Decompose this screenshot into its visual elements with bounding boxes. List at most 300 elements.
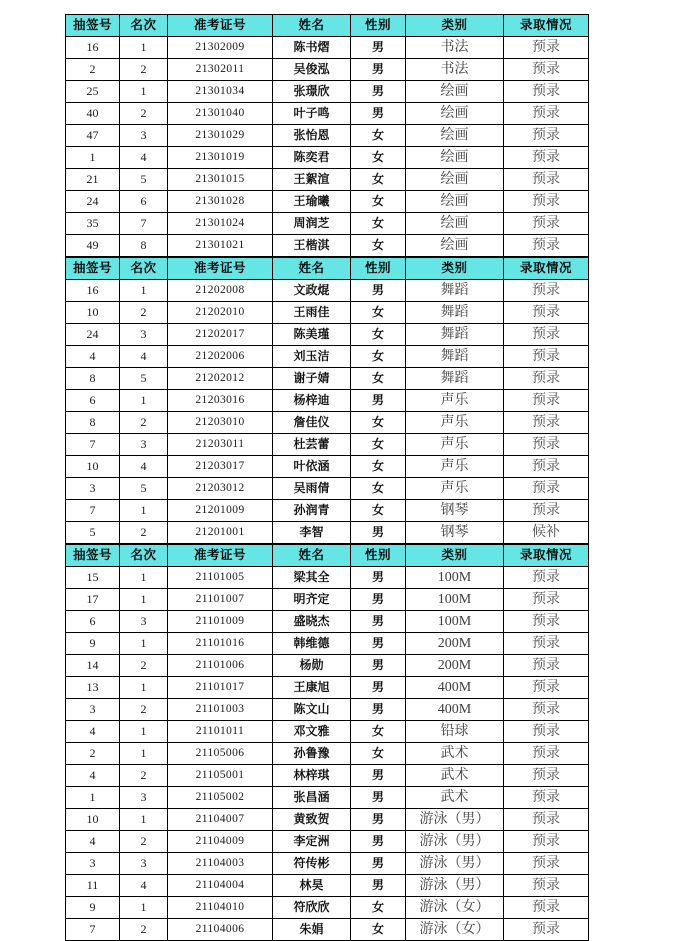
table-row: [66, 919, 589, 941]
table-row: [66, 434, 589, 456]
cell-rank: 5: [120, 368, 168, 390]
cell-result: 预录: [504, 324, 589, 346]
cell-rank: 1: [120, 721, 168, 743]
column-header-name: 姓名: [273, 15, 351, 37]
cell-rank: 3: [120, 853, 168, 875]
cell-rank: 7: [120, 213, 168, 235]
table-row: [66, 37, 589, 59]
cell-exam_no: 21203017: [168, 456, 273, 478]
cell-result: 预录: [504, 434, 589, 456]
table-row: [66, 699, 589, 721]
cell-gender: 女: [351, 919, 406, 941]
cell-draw: 16: [66, 280, 120, 302]
cell-rank: 5: [120, 169, 168, 191]
cell-name: 杨梓迪: [273, 390, 351, 412]
cell-category: 铅球: [406, 721, 504, 743]
cell-result: 预录: [504, 875, 589, 897]
cell-gender: 男: [351, 875, 406, 897]
column-header-draw: 抽签号: [66, 258, 120, 280]
cell-category: 绘画: [406, 235, 504, 257]
cell-name: 叶子鸣: [273, 103, 351, 125]
cell-name: 梁其全: [273, 567, 351, 589]
cell-rank: 3: [120, 324, 168, 346]
cell-exam_no: 21101009: [168, 611, 273, 633]
cell-gender: 女: [351, 191, 406, 213]
column-header-draw: 抽签号: [66, 15, 120, 37]
cell-name: 黄致贺: [273, 809, 351, 831]
cell-rank: 2: [120, 522, 168, 544]
cell-exam_no: 21202017: [168, 324, 273, 346]
cell-draw: 14: [66, 655, 120, 677]
cell-exam_no: 21203010: [168, 412, 273, 434]
cell-draw: 17: [66, 589, 120, 611]
cell-result: 预录: [504, 213, 589, 235]
cell-exam_no: 21104010: [168, 897, 273, 919]
cell-draw: 4: [66, 346, 120, 368]
cell-gender: 女: [351, 324, 406, 346]
cell-draw: 8: [66, 412, 120, 434]
table-header-row: [66, 258, 589, 280]
cell-exam_no: 21203011: [168, 434, 273, 456]
table-row: [66, 368, 589, 390]
cell-rank: 1: [120, 897, 168, 919]
cell-exam_no: 21104003: [168, 853, 273, 875]
table-row: [66, 125, 589, 147]
cell-name: 杜芸蕾: [273, 434, 351, 456]
cell-exam_no: 21202010: [168, 302, 273, 324]
cell-category: 游泳（女）: [406, 919, 504, 941]
cell-exam_no: 21101011: [168, 721, 273, 743]
table-row: [66, 765, 589, 787]
table-row: [66, 390, 589, 412]
table-header-row: [66, 15, 589, 37]
cell-exam_no: 21203012: [168, 478, 273, 500]
cell-name: 张昌涵: [273, 787, 351, 809]
cell-result: 预录: [504, 743, 589, 765]
cell-rank: 1: [120, 567, 168, 589]
cell-result: 预录: [504, 655, 589, 677]
cell-category: 武术: [406, 743, 504, 765]
table-row: [66, 213, 589, 235]
cell-draw: 49: [66, 235, 120, 257]
table-row: [66, 853, 589, 875]
cell-rank: 1: [120, 37, 168, 59]
table-row: [66, 611, 589, 633]
cell-rank: 2: [120, 412, 168, 434]
cell-rank: 1: [120, 633, 168, 655]
table-row: [66, 522, 589, 544]
cell-name: 陈书熠: [273, 37, 351, 59]
cell-gender: 女: [351, 213, 406, 235]
table-header-row: [66, 545, 589, 567]
cell-exam_no: 21101005: [168, 567, 273, 589]
table-row: [66, 302, 589, 324]
cell-category: 绘画: [406, 147, 504, 169]
cell-category: 武术: [406, 765, 504, 787]
cell-rank: 1: [120, 280, 168, 302]
column-header-rank: 名次: [120, 258, 168, 280]
cell-draw: 2: [66, 743, 120, 765]
cell-result: 预录: [504, 611, 589, 633]
cell-category: 200M: [406, 633, 504, 655]
table-row: [66, 787, 589, 809]
column-header-result: 录取情况: [504, 258, 589, 280]
cell-exam_no: 21202008: [168, 280, 273, 302]
cell-category: 游泳（男）: [406, 809, 504, 831]
cell-exam_no: 21101016: [168, 633, 273, 655]
table-row: [66, 897, 589, 919]
cell-result: 预录: [504, 346, 589, 368]
cell-result: 预录: [504, 456, 589, 478]
cell-gender: 男: [351, 765, 406, 787]
cell-exam_no: 21203016: [168, 390, 273, 412]
cell-category: 游泳（女）: [406, 897, 504, 919]
column-header-rank: 名次: [120, 15, 168, 37]
cell-gender: 女: [351, 478, 406, 500]
cell-gender: 男: [351, 567, 406, 589]
cell-name: 王絮渲: [273, 169, 351, 191]
cell-gender: 女: [351, 125, 406, 147]
cell-result: 预录: [504, 368, 589, 390]
cell-name: 孙鲁豫: [273, 743, 351, 765]
cell-gender: 男: [351, 589, 406, 611]
table-art: [65, 14, 589, 257]
cell-rank: 2: [120, 59, 168, 81]
cell-draw: 11: [66, 875, 120, 897]
cell-name: 王楷淇: [273, 235, 351, 257]
cell-result: 预录: [504, 721, 589, 743]
cell-rank: 4: [120, 346, 168, 368]
cell-rank: 2: [120, 302, 168, 324]
cell-rank: 2: [120, 655, 168, 677]
cell-draw: 3: [66, 699, 120, 721]
table-row: [66, 147, 589, 169]
cell-gender: 女: [351, 235, 406, 257]
cell-gender: 女: [351, 412, 406, 434]
cell-exam_no: 21301028: [168, 191, 273, 213]
cell-draw: 8: [66, 368, 120, 390]
cell-rank: 2: [120, 765, 168, 787]
cell-draw: 4: [66, 721, 120, 743]
cell-category: 钢琴: [406, 500, 504, 522]
cell-draw: 3: [66, 853, 120, 875]
cell-exam_no: 21105006: [168, 743, 273, 765]
cell-gender: 女: [351, 897, 406, 919]
cell-draw: 6: [66, 611, 120, 633]
cell-gender: 女: [351, 147, 406, 169]
cell-category: 游泳（男）: [406, 831, 504, 853]
column-header-exam_no: 准考证号: [168, 258, 273, 280]
cell-result: 预录: [504, 831, 589, 853]
cell-name: 叶依涵: [273, 456, 351, 478]
cell-name: 吴雨倩: [273, 478, 351, 500]
cell-result: 预录: [504, 390, 589, 412]
cell-exam_no: 21105001: [168, 765, 273, 787]
column-header-exam_no: 准考证号: [168, 15, 273, 37]
cell-name: 林梓琪: [273, 765, 351, 787]
cell-category: 声乐: [406, 412, 504, 434]
cell-gender: 女: [351, 721, 406, 743]
table-row: [66, 589, 589, 611]
column-header-exam_no: 准考证号: [168, 545, 273, 567]
cell-exam_no: 21104004: [168, 875, 273, 897]
cell-category: 舞蹈: [406, 280, 504, 302]
column-header-name: 姓名: [273, 258, 351, 280]
cell-rank: 3: [120, 434, 168, 456]
cell-draw: 1: [66, 787, 120, 809]
cell-rank: 1: [120, 589, 168, 611]
table-row: [66, 809, 589, 831]
cell-draw: 1: [66, 147, 120, 169]
table-row: [66, 478, 589, 500]
cell-gender: 男: [351, 809, 406, 831]
column-header-draw: 抽签号: [66, 545, 120, 567]
cell-result: 预录: [504, 699, 589, 721]
column-header-rank: 名次: [120, 545, 168, 567]
cell-category: 舞蹈: [406, 368, 504, 390]
cell-gender: 男: [351, 611, 406, 633]
cell-result: 预录: [504, 103, 589, 125]
cell-result: 预录: [504, 280, 589, 302]
cell-gender: 男: [351, 677, 406, 699]
cell-name: 张怡恩: [273, 125, 351, 147]
cell-gender: 男: [351, 699, 406, 721]
cell-draw: 9: [66, 897, 120, 919]
table-row: [66, 412, 589, 434]
table-row: [66, 169, 589, 191]
column-header-gender: 性别: [351, 545, 406, 567]
cell-draw: 10: [66, 302, 120, 324]
cell-gender: 男: [351, 59, 406, 81]
table-row: [66, 677, 589, 699]
cell-category: 绘画: [406, 191, 504, 213]
cell-draw: 47: [66, 125, 120, 147]
cell-gender: 女: [351, 456, 406, 478]
cell-name: 朱娟: [273, 919, 351, 941]
table-row: [66, 655, 589, 677]
cell-result: 预录: [504, 589, 589, 611]
cell-category: 钢琴: [406, 522, 504, 544]
cell-draw: 10: [66, 809, 120, 831]
cell-exam_no: 21101003: [168, 699, 273, 721]
table-row: [66, 59, 589, 81]
cell-exam_no: 21301034: [168, 81, 273, 103]
cell-rank: 4: [120, 875, 168, 897]
cell-gender: 女: [351, 169, 406, 191]
cell-name: 林昊: [273, 875, 351, 897]
cell-name: 刘玉洁: [273, 346, 351, 368]
cell-category: 游泳（男）: [406, 875, 504, 897]
cell-category: 舞蹈: [406, 346, 504, 368]
cell-exam_no: 21104009: [168, 831, 273, 853]
cell-category: 100M: [406, 589, 504, 611]
table-row: [66, 280, 589, 302]
cell-result: 预录: [504, 169, 589, 191]
cell-draw: 16: [66, 37, 120, 59]
cell-name: 李定洲: [273, 831, 351, 853]
cell-exam_no: 21301029: [168, 125, 273, 147]
cell-rank: 5: [120, 478, 168, 500]
table-row: [66, 875, 589, 897]
table-row: [66, 500, 589, 522]
cell-gender: 男: [351, 522, 406, 544]
cell-result: 预录: [504, 897, 589, 919]
cell-category: 书法: [406, 59, 504, 81]
cell-rank: 1: [120, 390, 168, 412]
cell-rank: 3: [120, 125, 168, 147]
cell-rank: 2: [120, 103, 168, 125]
cell-result: 预录: [504, 500, 589, 522]
roster-table-stack: [65, 14, 588, 941]
cell-result: 预录: [504, 677, 589, 699]
cell-draw: 7: [66, 919, 120, 941]
cell-draw: 15: [66, 567, 120, 589]
cell-exam_no: 21104006: [168, 919, 273, 941]
cell-gender: 男: [351, 655, 406, 677]
column-header-category: 类别: [406, 545, 504, 567]
cell-name: 王雨佳: [273, 302, 351, 324]
cell-exam_no: 21302009: [168, 37, 273, 59]
cell-draw: 2: [66, 59, 120, 81]
cell-draw: 3: [66, 478, 120, 500]
cell-draw: 7: [66, 500, 120, 522]
table-row: [66, 191, 589, 213]
cell-gender: 男: [351, 633, 406, 655]
cell-result: 预录: [504, 478, 589, 500]
cell-draw: 21: [66, 169, 120, 191]
cell-name: 符传彬: [273, 853, 351, 875]
cell-gender: 女: [351, 302, 406, 324]
cell-name: 文政焜: [273, 280, 351, 302]
cell-category: 绘画: [406, 81, 504, 103]
table-row: [66, 346, 589, 368]
cell-category: 武术: [406, 787, 504, 809]
cell-name: 吴俊泓: [273, 59, 351, 81]
cell-result: 预录: [504, 919, 589, 941]
cell-draw: 24: [66, 191, 120, 213]
cell-name: 杨勋: [273, 655, 351, 677]
table-row: [66, 81, 589, 103]
cell-gender: 女: [351, 434, 406, 456]
cell-result: 预录: [504, 125, 589, 147]
cell-rank: 4: [120, 456, 168, 478]
cell-gender: 女: [351, 346, 406, 368]
cell-draw: 6: [66, 390, 120, 412]
cell-draw: 40: [66, 103, 120, 125]
cell-rank: 1: [120, 81, 168, 103]
table-performance: [65, 257, 589, 544]
cell-category: 绘画: [406, 103, 504, 125]
cell-exam_no: 21302011: [168, 59, 273, 81]
cell-category: 100M: [406, 611, 504, 633]
cell-name: 邓文雅: [273, 721, 351, 743]
cell-result: 预录: [504, 302, 589, 324]
cell-draw: 35: [66, 213, 120, 235]
cell-rank: 3: [120, 611, 168, 633]
cell-rank: 2: [120, 699, 168, 721]
cell-exam_no: 21301021: [168, 235, 273, 257]
cell-result: 预录: [504, 147, 589, 169]
cell-exam_no: 21201009: [168, 500, 273, 522]
cell-name: 明齐定: [273, 589, 351, 611]
cell-gender: 女: [351, 368, 406, 390]
cell-exam_no: 21104007: [168, 809, 273, 831]
cell-rank: 3: [120, 787, 168, 809]
column-header-gender: 性别: [351, 258, 406, 280]
cell-exam_no: 21101017: [168, 677, 273, 699]
cell-name: 詹佳仪: [273, 412, 351, 434]
cell-exam_no: 21101006: [168, 655, 273, 677]
column-header-result: 录取情况: [504, 15, 589, 37]
cell-exam_no: 21202012: [168, 368, 273, 390]
cell-category: 书法: [406, 37, 504, 59]
cell-category: 400M: [406, 699, 504, 721]
cell-category: 400M: [406, 677, 504, 699]
table-row: [66, 324, 589, 346]
cell-category: 舞蹈: [406, 302, 504, 324]
cell-draw: 25: [66, 81, 120, 103]
cell-gender: 男: [351, 280, 406, 302]
cell-name: 韩维德: [273, 633, 351, 655]
column-header-name: 姓名: [273, 545, 351, 567]
cell-name: 王瑜曦: [273, 191, 351, 213]
cell-result: 预录: [504, 809, 589, 831]
cell-exam_no: 21101007: [168, 589, 273, 611]
cell-rank: 1: [120, 500, 168, 522]
cell-exam_no: 21301024: [168, 213, 273, 235]
cell-result: 预录: [504, 412, 589, 434]
cell-exam_no: 21301015: [168, 169, 273, 191]
cell-gender: 女: [351, 743, 406, 765]
cell-name: 李智: [273, 522, 351, 544]
cell-draw: 9: [66, 633, 120, 655]
cell-rank: 1: [120, 809, 168, 831]
cell-name: 孙润青: [273, 500, 351, 522]
cell-rank: 2: [120, 919, 168, 941]
table-row: [66, 743, 589, 765]
cell-exam_no: 21105002: [168, 787, 273, 809]
table-row: [66, 567, 589, 589]
table-row: [66, 103, 589, 125]
column-header-gender: 性别: [351, 15, 406, 37]
table-row: [66, 721, 589, 743]
cell-result: 预录: [504, 765, 589, 787]
cell-category: 声乐: [406, 434, 504, 456]
cell-result: 预录: [504, 59, 589, 81]
cell-rank: 1: [120, 677, 168, 699]
cell-result: 预录: [504, 567, 589, 589]
cell-gender: 女: [351, 500, 406, 522]
cell-rank: 4: [120, 147, 168, 169]
cell-exam_no: 21202006: [168, 346, 273, 368]
cell-exam_no: 21201001: [168, 522, 273, 544]
table-row: [66, 456, 589, 478]
cell-rank: 8: [120, 235, 168, 257]
cell-draw: 4: [66, 765, 120, 787]
cell-gender: 男: [351, 787, 406, 809]
table-row: [66, 831, 589, 853]
cell-draw: 4: [66, 831, 120, 853]
cell-result: 预录: [504, 191, 589, 213]
cell-category: 绘画: [406, 125, 504, 147]
cell-draw: 13: [66, 677, 120, 699]
cell-exam_no: 21301019: [168, 147, 273, 169]
cell-draw: 7: [66, 434, 120, 456]
cell-result: 预录: [504, 235, 589, 257]
cell-result: 预录: [504, 81, 589, 103]
cell-name: 陈奕君: [273, 147, 351, 169]
cell-result: 预录: [504, 633, 589, 655]
